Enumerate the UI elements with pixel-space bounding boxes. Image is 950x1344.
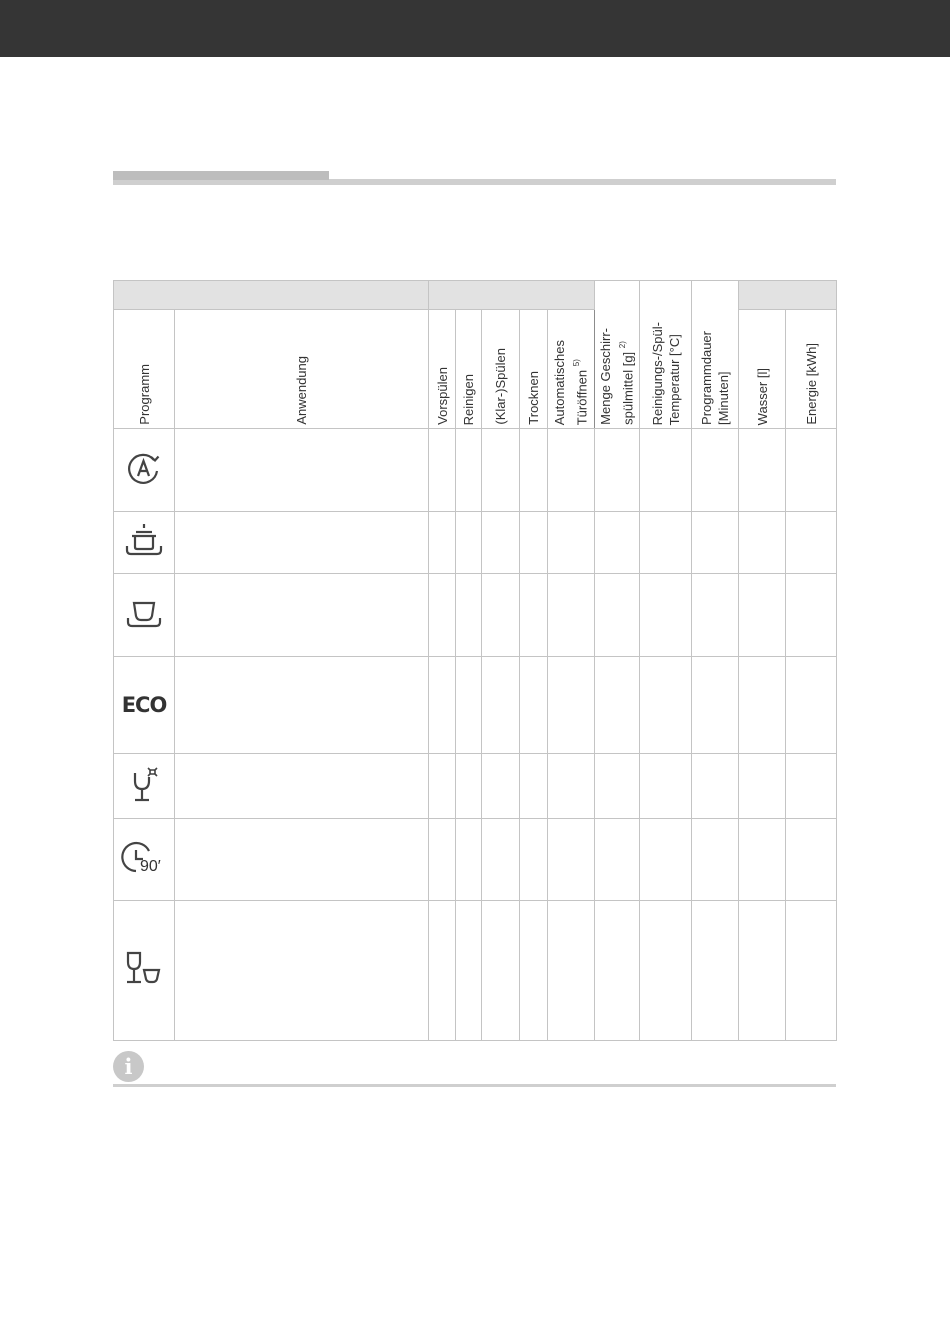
glass-sparkle-icon: [124, 764, 164, 806]
table-row: [114, 901, 837, 1041]
group-header-program: [114, 281, 429, 310]
anwendung-cell: [175, 901, 429, 1041]
program-cell: [114, 657, 175, 754]
col-header-tueroeffnen: Automatisches Türöffnen $^{5)}$: [548, 310, 595, 429]
anwendung-cell: [175, 512, 429, 574]
anwendung-cell: [175, 657, 429, 754]
info-note: [113, 1049, 836, 1089]
col-header-energie: Energie [kWh]: [786, 310, 837, 429]
program-table: [113, 280, 837, 1041]
table-row: [114, 657, 837, 754]
col-header-dauer: Programmdauer [Minuten]: [692, 281, 739, 429]
program-cell: [114, 512, 175, 574]
program-cell: [114, 819, 175, 901]
intensive-pot-icon: [121, 521, 167, 561]
col-header-wasser: Wasser [l]: [739, 310, 786, 429]
auto-program-icon: [124, 449, 164, 489]
program-cell: [114, 574, 175, 657]
info-icon: i: [113, 1051, 144, 1082]
glass-cup-icon: [122, 949, 166, 989]
anwendung-cell: [175, 819, 429, 901]
col-header-klarspuelen: (Klar-)Spülen: [482, 310, 520, 429]
program-cell: [114, 901, 175, 1041]
anwendung-cell: [175, 429, 429, 512]
col-header-vorspuelen: Vorspülen: [429, 310, 456, 429]
col-header-menge: Menge Geschirr- spülmittel [g] $^{2)}$: [595, 281, 640, 429]
eco-icon: ECO: [121, 693, 167, 717]
program-cell: [114, 754, 175, 819]
group-header-consumption: [739, 281, 837, 310]
col-header-programm: Programm: [114, 310, 175, 429]
anwendung-cell: [175, 754, 429, 819]
program-cell: [114, 429, 175, 512]
table-row: [114, 574, 837, 657]
col-header-temperatur: Reinigungs-/Spül- Temperatur [°C]: [640, 281, 692, 429]
table-row: [114, 754, 837, 819]
table-row: [114, 512, 837, 574]
anwendung-cell: [175, 574, 429, 657]
info-divider: [113, 1084, 836, 1087]
top-bar: [0, 0, 950, 57]
normal-bowl-icon: [121, 594, 167, 634]
col-header-anwendung: Anwendung: [175, 310, 429, 429]
timer-90-icon: 90′: [121, 838, 167, 878]
program-table-container: [113, 280, 836, 1043]
table-row: [114, 429, 837, 512]
col-header-reinigen: Reinigen: [456, 310, 482, 429]
table-row: [114, 819, 837, 901]
group-header-phases: [429, 281, 595, 310]
col-header-trocknen: Trocknen: [520, 310, 548, 429]
section-marker: [113, 171, 329, 180]
